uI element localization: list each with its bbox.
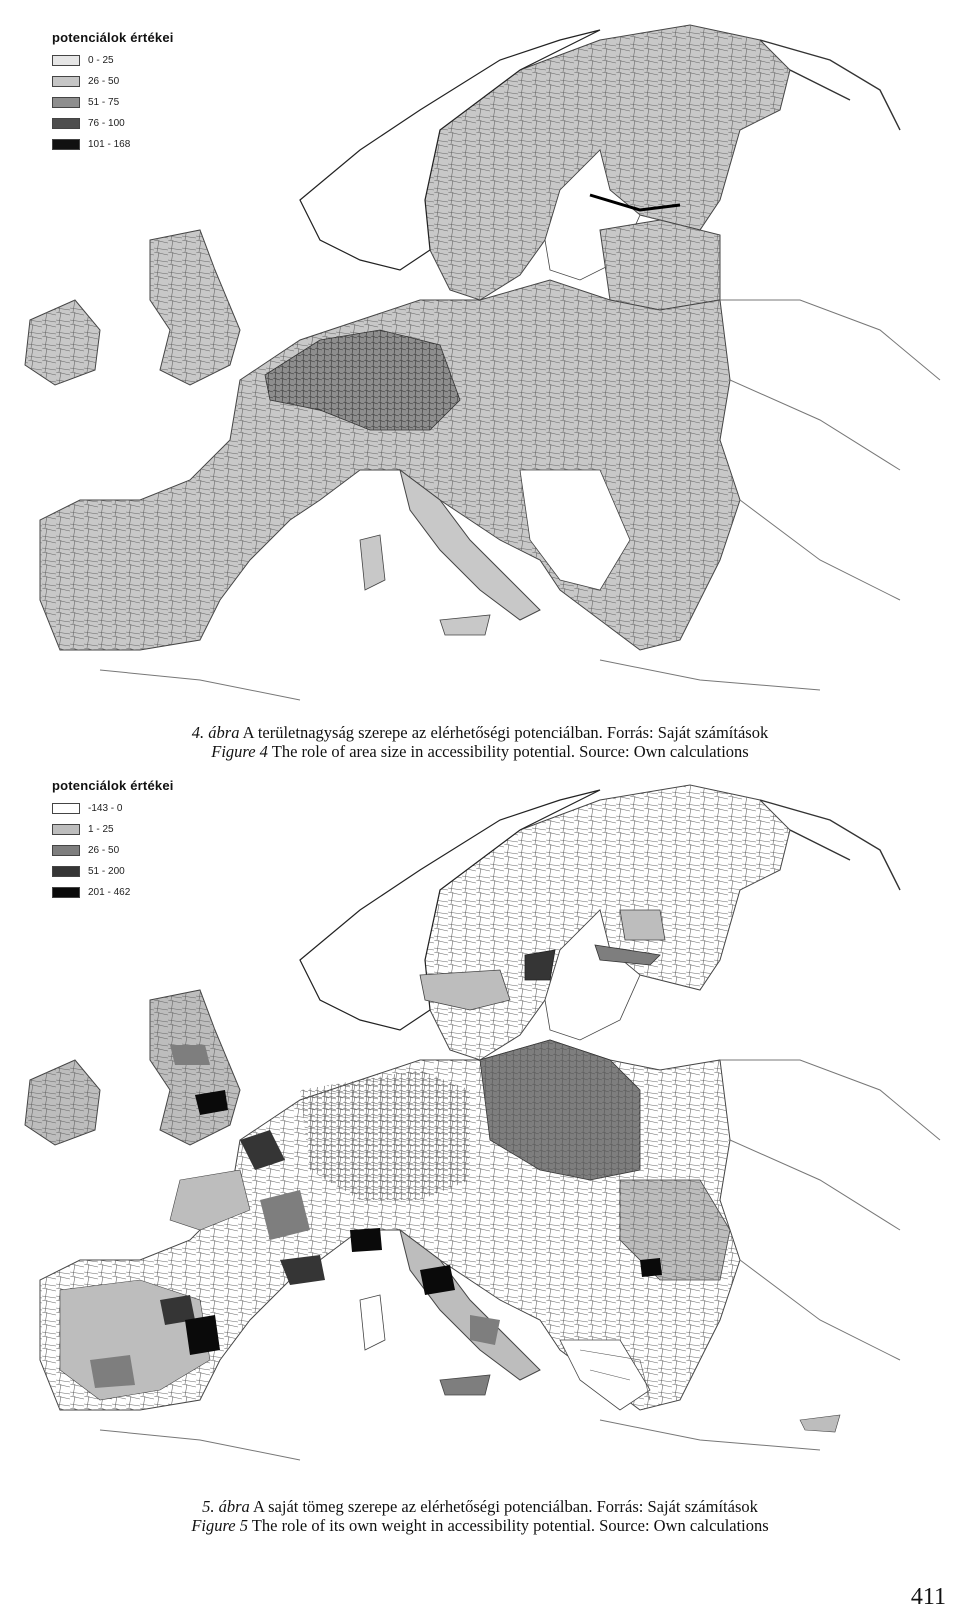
legend-item [52, 113, 174, 134]
caption-label: 4. ábra [191, 723, 240, 742]
page-number: 411 [910, 1584, 946, 1610]
legend-swatch [52, 76, 80, 87]
legend-swatch [52, 866, 80, 877]
caption-label: 5. ábra [202, 1497, 250, 1516]
legend-swatch [52, 803, 80, 814]
legend-item [52, 134, 174, 155]
legend-item [52, 882, 174, 903]
legend-label: 201 - 462 [88, 887, 131, 898]
legend-swatch [52, 118, 80, 129]
legend-label: 101 - 168 [88, 139, 131, 150]
figure-4-caption [0, 723, 960, 761]
legend-label: 26 - 50 [88, 76, 120, 87]
figure-5-caption [0, 1497, 960, 1535]
legend-swatch [52, 887, 80, 898]
legend-item [52, 840, 174, 861]
legend-swatch [52, 55, 80, 66]
caption-english [0, 742, 960, 761]
legend-item [52, 861, 174, 882]
legend-title: potenciálok értékei [52, 30, 174, 45]
caption-text: A saját tömeg szerepe az elérhetőségi potenciálban. Forrás: Saját számítások [249, 1497, 758, 1516]
legend-item [52, 71, 174, 92]
legend-swatch [52, 97, 80, 108]
legend [52, 30, 174, 155]
caption-label: Figure 4 [211, 742, 268, 761]
legend-item [52, 92, 174, 113]
legend [52, 778, 174, 903]
legend-title: potenciálok értékei [52, 778, 174, 793]
caption-hungarian [0, 1497, 960, 1516]
legend-label: -143 - 0 [88, 803, 123, 814]
caption-text: A területnagyság szerepe az elérhetőségi potenciálban. Forrás: Saját számítások [239, 723, 769, 742]
legend-label: 51 - 200 [88, 866, 125, 877]
caption-label: Figure 5 [191, 1516, 248, 1535]
legend-label: 0 - 25 [88, 55, 114, 66]
figure-4-map [0, 0, 960, 715]
caption-text: The role of its own weight in accessibility potential. Source: Own calculations [247, 1516, 769, 1535]
legend-swatch [52, 845, 80, 856]
legend-label: 76 - 100 [88, 118, 125, 129]
legend-label: 26 - 50 [88, 845, 120, 856]
legend-swatch [52, 139, 80, 150]
legend-item [52, 50, 174, 71]
legend-swatch [52, 824, 80, 835]
caption-hungarian [0, 723, 960, 742]
legend-item [52, 798, 174, 819]
caption-english [0, 1516, 960, 1535]
legend-label: 1 - 25 [88, 824, 114, 835]
legend-label: 51 - 75 [88, 97, 120, 108]
figure-5-map [0, 760, 960, 1495]
caption-text: The role of area size in accessibility potential. Source: Own calculations [267, 742, 749, 761]
legend-item [52, 819, 174, 840]
